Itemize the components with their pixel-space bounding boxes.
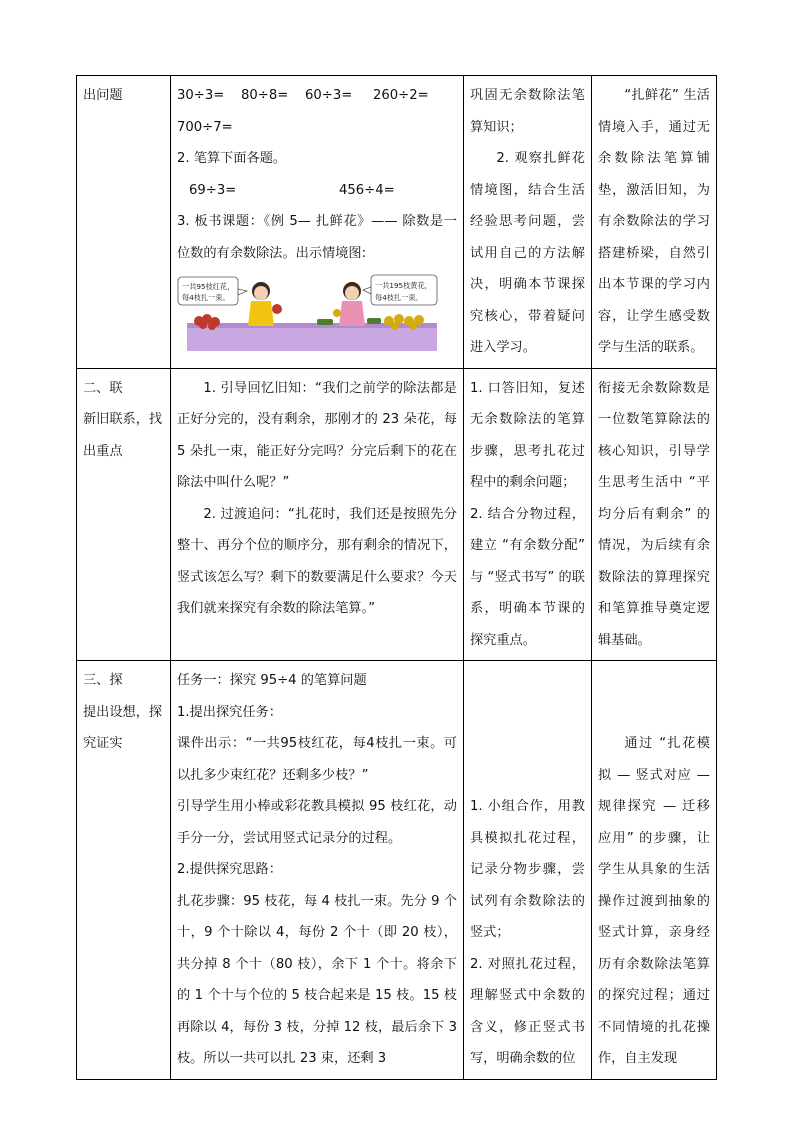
design-intent: 通过 “扎花模拟 — 竖式对应 — 规律探究 — 迁移应用” 的步骤，让学生从具象的生活操作过渡到抽象的竖式计算，亲身经历有余数除法笔算的探究过程；通过不同情境的扎花操作，自主发现 <box>598 736 710 1066</box>
teacher-activity-cell <box>171 76 464 369</box>
table-row <box>77 368 717 661</box>
step-2-title: 2.提供探究思路： <box>177 862 282 877</box>
design-intent-cell <box>592 368 717 661</box>
step-2-detail: 扎花步骤：95 枝花，每 4 枝扎一束。先分 9 个十，9 个十除以 4，每份 2 个十（即 20 枝），共分掉 8 个十（80 枝），余下 1 个十。将余下的 1 个十与个位的 5 枝合起来是 15 枝。15 枝再除以 4，每份 3 枝，分掉 12 枝，最后余下 3 枝。所以一共可以扎 23 束，还剩 3 <box>177 893 457 1066</box>
design-intent: 衔接无余数除数是一位数笔算除法的核心知识，引导学生思考生活中 “平均分后有剩余” 的情况，为后续有余数除法的算理探究和笔算推导奠定逻辑基础。 <box>598 380 710 648</box>
stage-cell <box>77 368 171 661</box>
teacher-activity-cell <box>171 661 464 1080</box>
stage-subtitle: 新旧联系，找出重点 <box>83 412 163 459</box>
stage-cell <box>77 76 171 369</box>
design-intent-cell <box>592 76 717 369</box>
review-math-line: 30÷3= 80÷8= 60÷3= 260÷2= <box>177 88 429 103</box>
student-activity-2: 2. 观察扎鲜花情境图，结合生活经验思考问题，尝试用自己的方法解决，明确本节课探究核心，带着疑问进入学习。 <box>470 151 585 355</box>
svg-text:每4枝扎一束。: 每4枝扎一束。 <box>182 293 230 302</box>
svg-text:一共95枝红花，: 一共95枝红花， <box>182 282 235 291</box>
lesson-plan-table <box>76 75 717 1080</box>
student-activity-1: 1. 小组合作，用教具模拟扎花过程，记录分物步骤，尝试列有余数除法的竖式； <box>470 799 585 940</box>
stage-label: 三、探 <box>83 673 123 688</box>
student-activity-2: 2. 结合分物过程，建立 “有余数分配” 与 “竖式书写” 的联系，明确本节课的探究重点。 <box>470 506 585 648</box>
design-intent-cell <box>592 661 717 1080</box>
svg-text:每4枝扎一束。: 每4枝扎一束。 <box>375 293 423 302</box>
design-intent: “扎鲜花” 生活情境入手，通过无余数除法笔算铺垫，激活旧知，为有余数除法的学习搭建桥梁，自然引出本节课的学习内容，让学生感受数学与生活的联系。 <box>598 88 710 355</box>
student-activity-cell <box>464 76 592 369</box>
stage-label: 出问题 <box>83 88 123 103</box>
step-1-title: 1.提出探究任务： <box>177 704 282 720</box>
step-1-guide: 引导学生用小棒或彩花教具模拟 95 枝红花，动手分一分，尝试用竖式记录分的过程。 <box>177 799 457 846</box>
stage-subtitle: 提出设想，探究证实 <box>83 704 163 751</box>
item-2: 2. 笔算下面各题。 <box>177 151 287 166</box>
review-math-line-2: 700÷7= <box>177 119 233 135</box>
svg-text:一共195枝黄花，: 一共195枝黄花， <box>375 281 432 290</box>
teacher-activity-1: 1. 引导回忆旧知：“我们之前学的除法都是正好分完的，没有剩余，那刚才的 23 朵花，每 5 朵扎一束，能正好分完吗？分完后剩下的花在除法中叫什么呢？” <box>177 380 457 490</box>
written-calc-line: 69÷3= 456÷4= <box>189 182 395 198</box>
teacher-activity-cell <box>171 368 464 661</box>
item-3: 3. 板书课题：《例 5— 扎鲜花》—— 除数是一位数的有余数除法。出示情境图: <box>177 214 457 261</box>
stage-label: 二、联 <box>83 380 123 396</box>
student-activity-cell <box>464 661 592 1080</box>
flower-scene-illustration <box>177 271 439 351</box>
student-activity-1: 1. 口答旧知，复述无余数除法的笔算步骤，思考扎花过程中的剩余问题； <box>470 380 585 490</box>
table-row <box>77 76 717 369</box>
student-activity-1: 巩固无余数除法笔算知识； <box>470 88 585 135</box>
teacher-activity-2: 2. 过渡追问：“扎花时，我们还是按照先分整十、再分个位的顺序分，那有剩余的情况下，竖式该怎么写？剩下的数要满足什么要求？今天我们就来探究有余数的除法笔算。” <box>177 506 457 616</box>
step-1-courseware: 课件出示：“一共95枝红花，每4枝扎一束。可以扎多少束红花？还剩多少枝？” <box>177 736 457 783</box>
student-activity-cell <box>464 368 592 661</box>
table-row <box>77 661 717 1080</box>
task-title: 任务一：探究 95÷4 的笔算问题 <box>177 673 367 688</box>
student-activity-2: 2. 对照扎花过程，理解竖式中余数的含义，修正竖式书写，明确余数的位 <box>470 956 585 1066</box>
stage-cell <box>77 661 171 1080</box>
